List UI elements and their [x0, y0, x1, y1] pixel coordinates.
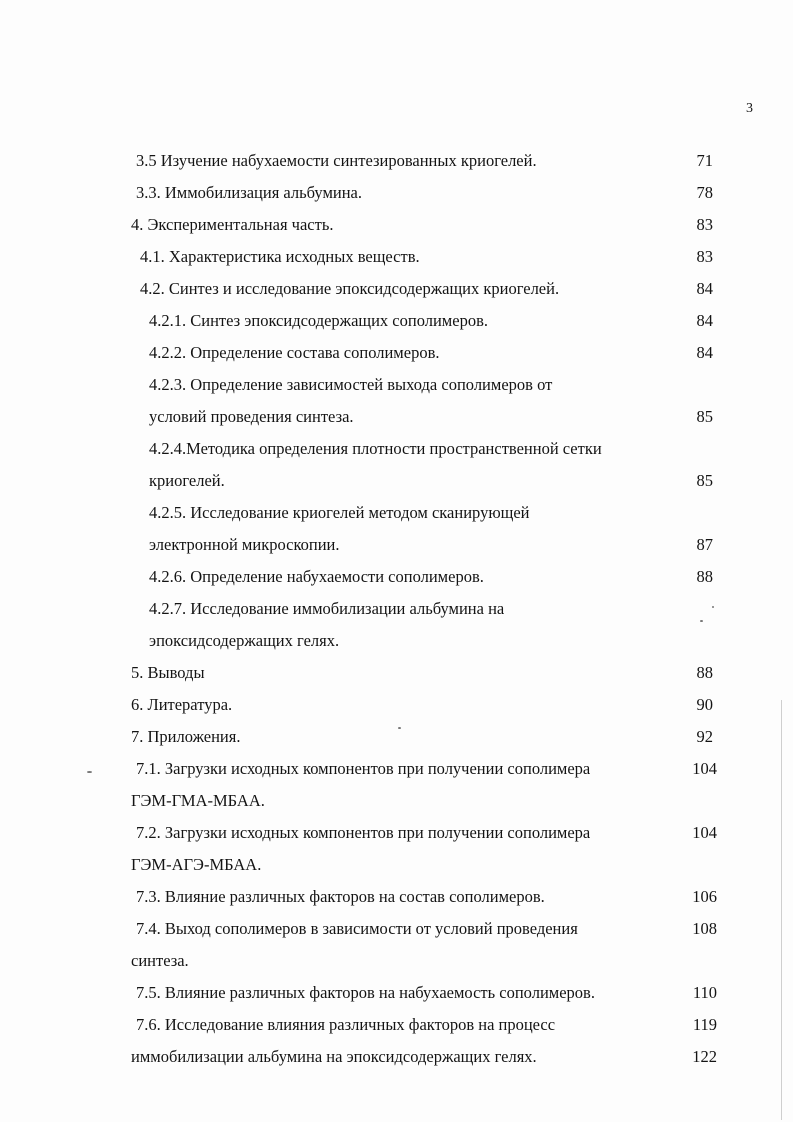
toc-page-number: 71 [696, 151, 713, 170]
toc-entry: 5. Выводы [131, 663, 205, 682]
toc-entry: ГЭМ-ГМА-МБАА. [131, 791, 265, 810]
toc-entry: 4.2.7. Исследование иммобилизации альбумина на [149, 599, 505, 618]
toc-page-number: 110 [692, 983, 717, 1002]
toc-entry: 7.1. Загрузки исходных компонентов при получении сополимера [136, 759, 591, 778]
toc-page-number: 83 [696, 247, 713, 266]
toc-entry: 3.3. Иммобилизация альбумина. [136, 183, 363, 202]
toc-entry: 4.2.3. Определение зависимостей выхода сополимеров от [149, 375, 553, 394]
toc-page-number: 92 [696, 727, 713, 746]
toc-entry: криогелей. [149, 471, 225, 490]
toc-entry: 4.2. Синтез и исследование эпоксидсодержащих криогелей. [140, 279, 560, 298]
toc-entry: 7.3. Влияние различных факторов на состав сополимеров. [136, 887, 545, 906]
scan-speck [700, 620, 703, 622]
toc-entry: синтеза. [131, 951, 189, 970]
toc-entry: 6. Литература. [131, 695, 233, 714]
scan-speck [398, 727, 401, 729]
toc-entry: 7.5. Влияние различных факторов на набухаемость сополимеров. [136, 983, 595, 1002]
toc-page-number: 84 [696, 311, 713, 330]
toc-page-number: 88 [696, 663, 713, 682]
toc-page-number: 84 [696, 279, 713, 298]
toc-page-number: 84 [696, 343, 713, 362]
toc-entry: 4.2.1. Синтез эпоксидсодержащих сополимеров. [149, 311, 488, 330]
toc-entry: 4.2.6. Определение набухаемости сополимеров. [149, 567, 484, 586]
toc-entry: 3.5 Изучение набухаемости синтезированных криогелей. [136, 151, 537, 170]
toc-page-number: 87 [696, 535, 713, 554]
toc-page-number: 106 [692, 887, 717, 906]
toc-entry: 7.4. Выход сополимеров в зависимости от условий проведения [136, 919, 578, 938]
toc-entry: 4.1. Характеристика исходных веществ. [140, 247, 420, 266]
toc-entry: 4. Экспериментальная часть. [131, 215, 334, 234]
scan-speck [87, 771, 92, 773]
toc-page-number: 119 [692, 1015, 717, 1034]
toc-entry: эпоксидсодержащих гелях. [149, 631, 340, 650]
toc-page-number: 104 [692, 759, 717, 778]
page-number: 3 [746, 101, 753, 116]
scan-edge-line [781, 700, 782, 1120]
scan-speck [712, 606, 714, 608]
toc-page-number: 85 [696, 407, 713, 426]
toc-page-number: 122 [692, 1047, 717, 1066]
toc-page-number: 108 [692, 919, 717, 938]
toc-entry: 7.6. Исследование влияния различных факторов на процесс [136, 1015, 556, 1034]
toc-entry: условий проведения синтеза. [149, 407, 354, 426]
toc-entry: 4.2.5. Исследование криогелей методом сканирующей [149, 503, 530, 522]
toc-entry: 7.2. Загрузки исходных компонентов при получении сополимера [136, 823, 591, 842]
toc-page-number: 78 [696, 183, 713, 202]
toc-page-number: 88 [696, 567, 713, 586]
toc-page-number: 83 [696, 215, 713, 234]
toc-entry: 4.2.2. Определение состава сополимеров. [149, 343, 440, 362]
toc-entry: ГЭМ-АГЭ-МБАА. [131, 855, 262, 874]
toc-entry: электронной микроскопии. [149, 535, 340, 554]
toc-entry: 4.2.4.Методика определения плотности пространственной сетки [149, 439, 602, 458]
toc-page-number: 104 [692, 823, 717, 842]
toc-page-number: 85 [696, 471, 713, 490]
toc-entry: иммобилизации альбумина на эпоксидсодержащих гелях. [131, 1047, 537, 1066]
toc-entry: 7. Приложения. [131, 727, 241, 746]
toc-page-number: 90 [696, 695, 713, 714]
